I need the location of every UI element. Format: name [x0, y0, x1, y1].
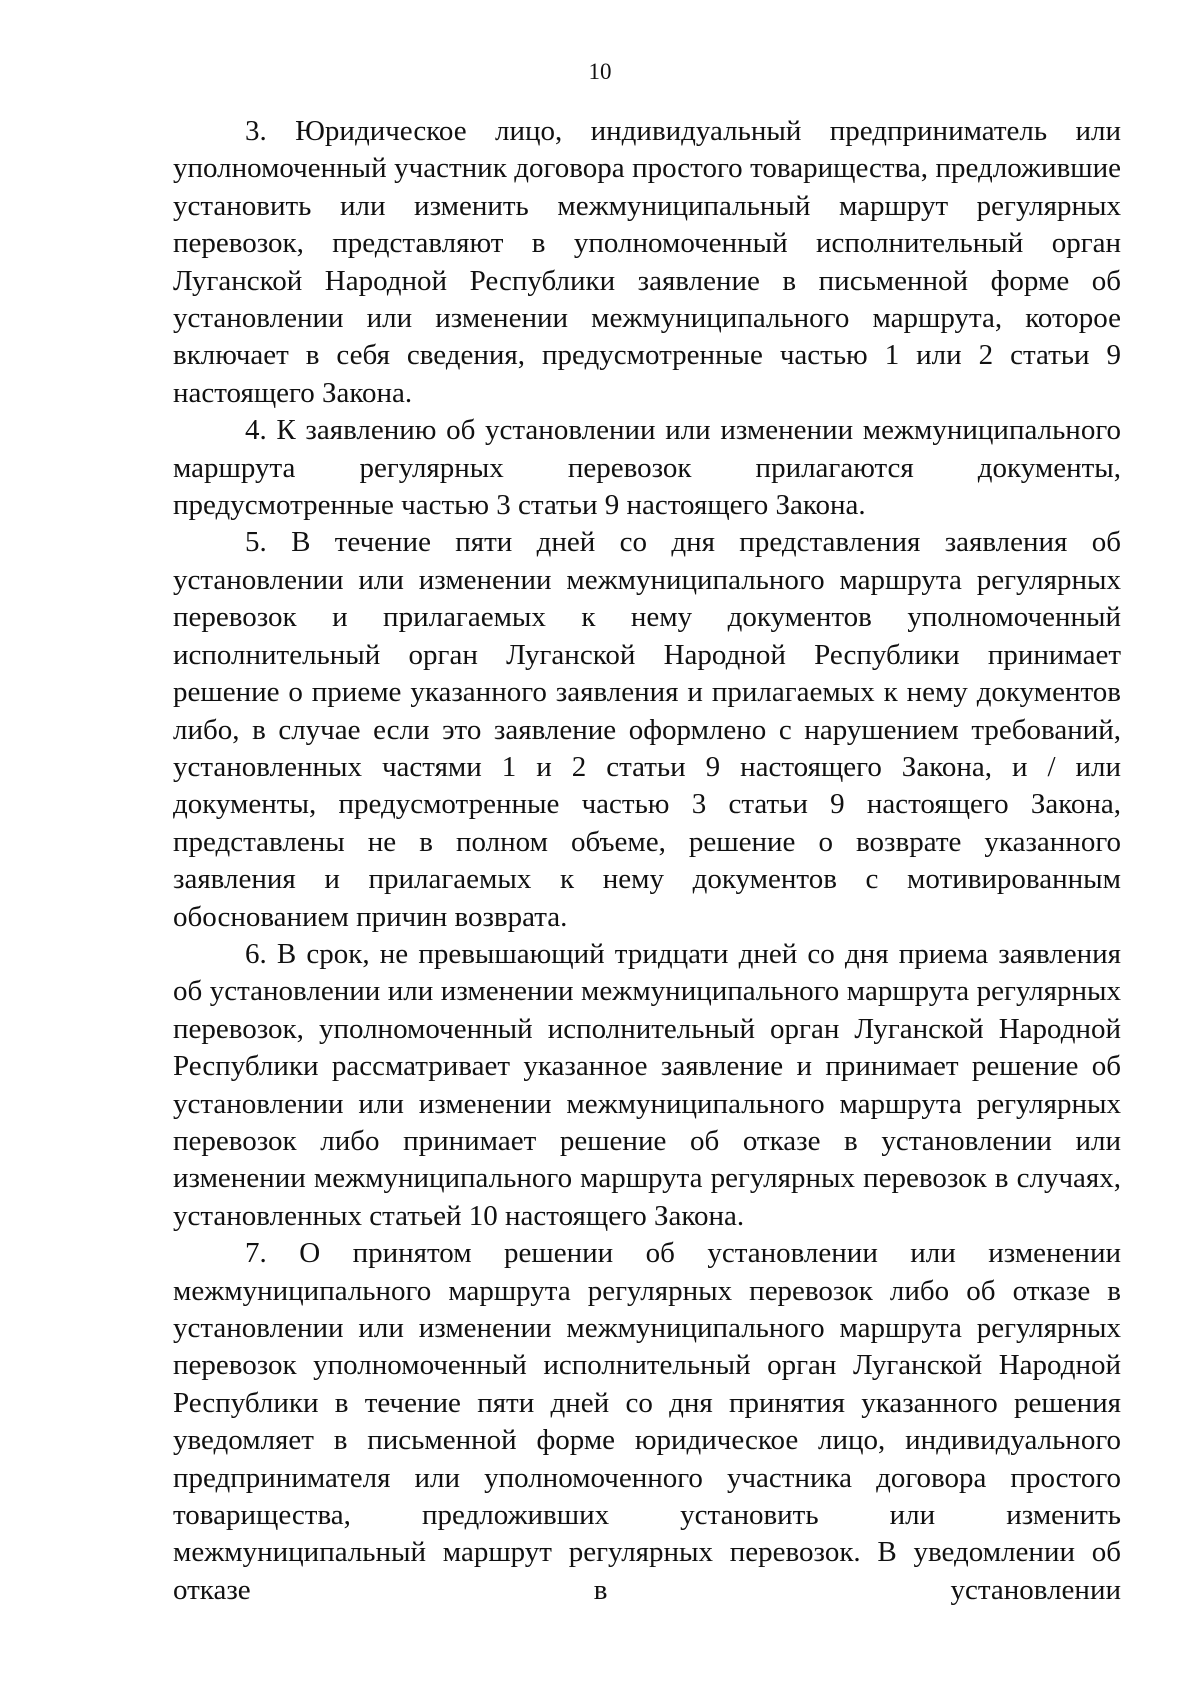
- page-number: 10: [588, 59, 612, 84]
- paragraph-6: 6. В срок, не превышающий тридцати дней со дня приема заявления об установлении или изменении межмуниципального маршрута регулярных перевозок, уполномоченный исполнительный орган Луганской Народной Республики рассматривает указанное заявление и принимает решение об установлении или изменении межмуниципального маршрута регулярных перевозок либо принимает решение об отказе в установлении или изменении межмуниципального маршрута регулярных перевозок в случаях, установленных статьей 10 настоящего Закона.: [173, 937, 1121, 1232]
- paragraph-3: 3. Юридическое лицо, индивидуальный предприниматель или уполномоченный участник договора простого товарищества, предложившие установить или изменить межмуниципальный маршрут регулярных перевозок, представляют в уполномоченный исполнительный орган Луганской Народной Республики заявление в письменной форме об установлении или изменении межмуниципального маршрута, которое включает в себя сведения, предусмотренные частью 1 или 2 статьи 9 настоящего Закона.: [173, 115, 1121, 409]
- paragraph-5: 5. В течение пяти дней со дня представления заявления об установлении или изменении межмуниципального маршрута регулярных перевозок и прилагаемых к нему документов уполномоченный исполнительный орган Луганской Народной Республики принимает решение о приеме указанного заявления и прилагаемых к нему документов либо, в случае если это заявление оформлено с нарушением требований, установленных частями 1 и 2 статьи 9 настоящего Закона, и / или документы, предусмотренные частью 3 статьи 9 настоящего Закона, представлены не в полном объеме, решение о возврате указанного заявления и прилагаемых к нему документов с мотивированным обоснованием причин возврата.: [173, 526, 1121, 933]
- paragraph-4: 4. К заявлению об установлении или изменении межмуниципального маршрута регулярных перевозок прилагаются документы, предусмотренные частью 3 статьи 9 настоящего Закона.: [173, 414, 1121, 522]
- document-body: [173, 113, 1121, 1609]
- paragraph-7: 7. О принятом решении об установлении или изменении межмуниципального маршрута регулярных перевозок либо об отказе в установлении или изменении межмуниципального маршрута регулярных перевозок уполномоченный исполнительный орган Луганской Народной Республики в течение пяти дней со дня принятия указанного решения уведомляет в письменной форме юридическое лицо, индивидуального предпринимателя или уполномоченного участника договора простого товарищества, предложивших установить или изменить межмуниципальный маршрут регулярных перевозок. В уведомлении об отказе в установлении: [173, 1237, 1121, 1606]
